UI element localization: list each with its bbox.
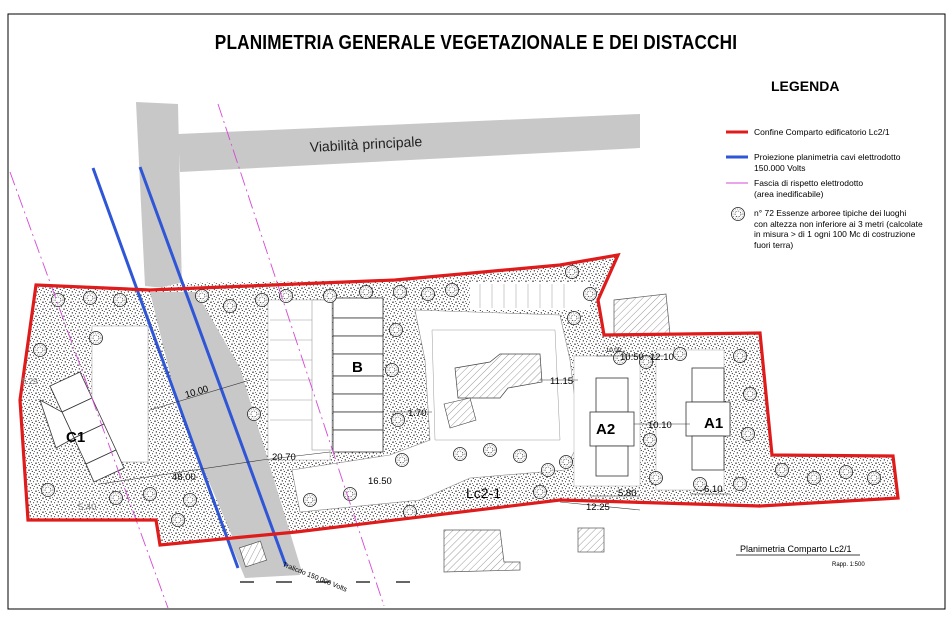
- plan-scale: Rapp. 1:500: [832, 562, 865, 568]
- dim-10-50: 10.50: [620, 352, 644, 363]
- dim-5-29: 5.29: [22, 377, 38, 386]
- label-building-a2: A2: [596, 421, 616, 438]
- dim-10-10: 10.10: [648, 420, 672, 431]
- label-area: Lc2-1: [466, 485, 502, 501]
- building-B: [312, 298, 383, 452]
- dim-10-00-small: 10.00: [606, 348, 622, 354]
- plan-caption: Planimetria Comparto Lc2/1: [740, 544, 852, 554]
- dim-12-25: 12.25: [586, 502, 610, 513]
- cable-label: Tralicdo 150.000 Volts: [281, 561, 348, 594]
- label-building-a1: A1: [704, 415, 724, 432]
- legend-heading: LEGENDA: [771, 78, 840, 94]
- dim-48-00: 48.00: [172, 472, 196, 483]
- dim-6-10: 6.10: [704, 484, 723, 495]
- legend-item-cable: [754, 152, 900, 173]
- road-label: Viabilità principale: [309, 133, 423, 155]
- legend-trees-line4: fuori terra): [754, 239, 794, 250]
- dim-10-00: 10.00: [183, 383, 210, 401]
- legend-band-line2: (area inedificabile): [754, 188, 824, 199]
- dim-5-40: 5.40: [78, 502, 97, 513]
- legend-item-boundary: Confine Comparto edificatorio Lc2/1: [754, 127, 890, 137]
- dim-20-70: 20.70: [272, 452, 296, 463]
- legend-trees-line2: con altezza non inferiore ai 3 metri (calcolate: [754, 218, 923, 229]
- legend-item-trees: [754, 208, 923, 250]
- legend-cable-line2: 150.000 Volts: [754, 162, 806, 173]
- legend-trees-line3: in misura > di 1 ogni 100 Mc di costruzione: [754, 229, 916, 239]
- legend-cable-line1: Proiezione planimetria cavi elettrodotto: [754, 152, 901, 162]
- dim-11-15: 11.15: [550, 376, 574, 387]
- drawing-title: PLANIMETRIA GENERALE VEGETAZIONALE E DEI DISTACCHI: [214, 32, 738, 54]
- dim-1-70: 1.70: [408, 408, 427, 419]
- dim-5-80: 5.80: [618, 488, 637, 499]
- dim-16-50: 16.50: [368, 476, 392, 487]
- legend-trees-line1: n° 72 Essenze arboree tipiche dei luoghi: [754, 208, 907, 218]
- label-building-b: B: [352, 359, 363, 376]
- legend-item-band: [754, 178, 863, 199]
- label-building-c1: C1: [66, 429, 86, 446]
- legend-tree-icon: [732, 208, 745, 221]
- legend-band-line1: Fascia di rispetto elettrodotto: [754, 178, 864, 188]
- dim-12-10: 12.10: [650, 352, 674, 363]
